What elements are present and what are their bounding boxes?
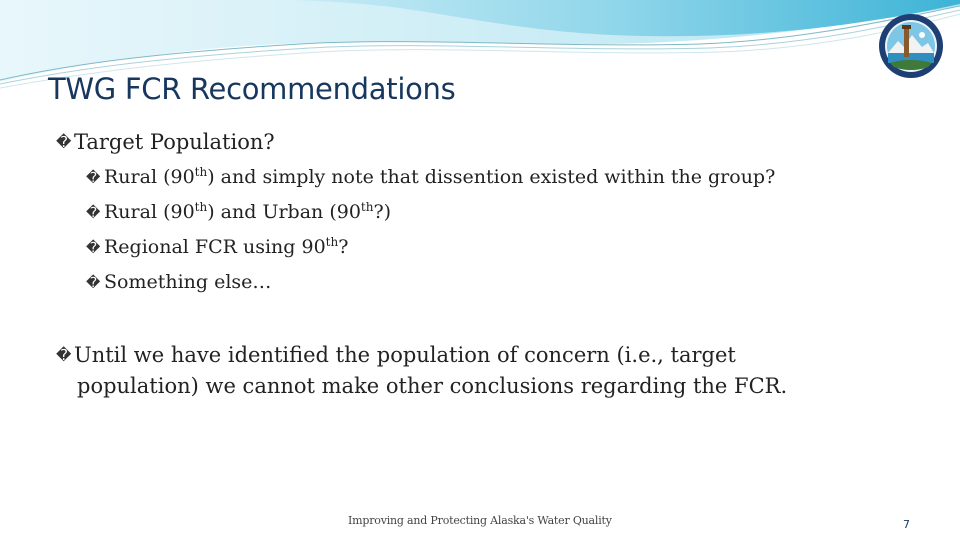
bullet-target-population xyxy=(56,130,275,154)
bullet-glyph: � xyxy=(86,240,101,256)
subbullet-rural-urban xyxy=(86,201,391,223)
subbullet-text: ? xyxy=(338,236,349,258)
bullet-glyph: � xyxy=(56,346,72,364)
subbullet-text: Regional FCR using 90 xyxy=(104,236,326,258)
subbullet-text: ) and simply note that dissention existed within the group? xyxy=(207,166,776,188)
conclusion-bullet xyxy=(56,340,787,402)
superscript: th xyxy=(194,200,208,214)
superscript: th xyxy=(325,235,339,249)
subbullet-text: Rural (90 xyxy=(104,166,195,188)
bullet-glyph: � xyxy=(56,133,72,151)
subbullet-text: Something else… xyxy=(104,271,272,293)
subbullet-text: ) and Urban (90 xyxy=(207,201,361,223)
subbullet-text: ?) xyxy=(373,201,392,223)
bullet-glyph: � xyxy=(86,170,101,186)
bullet-glyph: � xyxy=(86,275,101,291)
conclusion-line-2: population) we cannot make other conclusions regarding the FCR. xyxy=(77,374,788,398)
alaska-dec-seal-icon xyxy=(878,13,944,79)
superscript: th xyxy=(360,200,374,214)
bullet-text: Target Population? xyxy=(74,130,275,154)
superscript: th xyxy=(194,165,208,179)
bullet-glyph: � xyxy=(86,205,101,221)
footer-text: Improving and Protecting Alaska's Water Quality xyxy=(348,514,612,527)
subbullet-something-else xyxy=(86,271,271,293)
page-number: 7 xyxy=(903,518,910,531)
subbullet-rural-90th xyxy=(86,166,775,188)
subbullet-regional-fcr xyxy=(86,236,348,258)
conclusion-line-1: Until we have identified the population of concern (i.e., target xyxy=(74,343,736,367)
subbullet-text: Rural (90 xyxy=(104,201,195,223)
slide-title: TWG FCR Recommendations xyxy=(48,72,456,106)
